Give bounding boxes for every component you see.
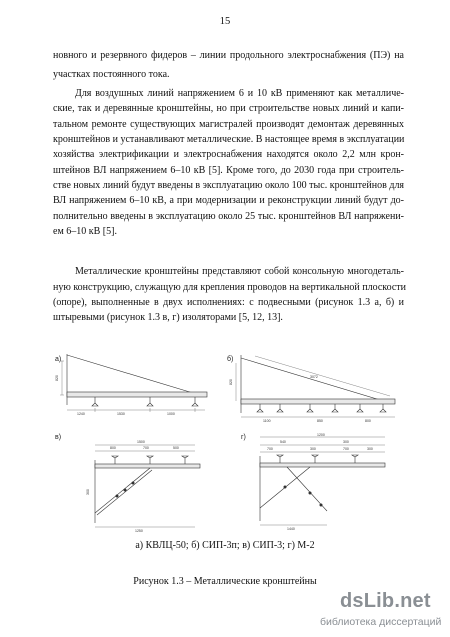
dim-a-3: 1000	[167, 412, 175, 416]
text-line: хозяйства электрификации и электроснабжения находятся около 2,2 млн крон-	[53, 149, 404, 160]
drawing-g	[241, 433, 385, 531]
text-line: кронштейнов и устанавливают металлические. В настоящее время в эксплуатации	[53, 134, 405, 145]
drawing-b	[227, 355, 395, 423]
dim-v-3: 500	[173, 446, 179, 450]
text-line: тальном ремонте существующих магистралей производят демонтаж деревянных	[53, 119, 404, 130]
dim-g-2: 300	[343, 440, 349, 444]
text-line: полнительно введены в эксплуатацию около 25 тыс. кронштейнов ВЛ напряжени-	[53, 211, 404, 222]
text-line: ную конструкцию, служащую для крепления проводов на вертикальной плоскости	[53, 282, 407, 293]
text-line: ские, так и деревянные кронштейны, но при строительстве новых линий и капи-	[53, 103, 404, 114]
figure-caption: Рисунок 1.3 – Металлические кронштейны	[133, 576, 317, 587]
dim-a-height: 820	[55, 375, 59, 381]
text-line: Металлические кронштейны представляют собой консольную многодеталь-	[75, 266, 404, 277]
dim-v-height: 300	[86, 489, 90, 495]
watermark-logo: dsLib.net	[340, 590, 431, 612]
dim-g-5: 700	[343, 447, 349, 451]
dim-a-1: 1240	[77, 412, 85, 416]
text-line: новного и резервного фидеров – линии продольного электроснабжения (ПЭ) на	[53, 50, 404, 61]
sublabel-v: в)	[55, 434, 62, 441]
drawing-a	[55, 354, 207, 416]
drawing-v	[55, 434, 200, 532]
dim-g-1: 540	[280, 440, 286, 444]
dim-b-diagonal: 3072	[310, 375, 318, 379]
dim-v-2: 700	[143, 446, 149, 450]
dim-g-3: 700	[267, 447, 273, 451]
bracket-drawings-svg	[55, 353, 400, 532]
figure-subcaption: а) КВЛЦ-50; б) СИП-3п; в) СИП-3; г) М-2	[135, 540, 315, 551]
dim-b-2: 850	[317, 419, 323, 423]
bracket-drawings-figure	[55, 353, 400, 532]
dim-g-4: 300	[310, 447, 316, 451]
dim-v-total: 1500	[137, 440, 145, 444]
text-line: ем 6–10 кВ [5].	[53, 226, 117, 237]
bolt-icon	[309, 492, 312, 495]
dim-b-height: 820	[229, 379, 233, 385]
bolt-icon	[320, 504, 323, 507]
text-line: (опоре), выполненные в двух исполнениях: с подвесными (рисунок 1.3 а, б) и	[53, 297, 404, 308]
dim-b-1: 1100	[263, 419, 271, 423]
sublabel-b: б)	[227, 356, 234, 363]
dim-b-3: 800	[365, 419, 371, 423]
text-line: штейнов ВЛ напряжением 6–10 кВ [5]. Кроме того, до 2030 года при строитель-	[53, 165, 404, 176]
text-line: стве новых линий будут введены в эксплуатацию около 100 тыс. кронштейнов для	[53, 180, 405, 191]
dim-v-1: 800	[110, 446, 116, 450]
sublabel-g: г)	[241, 434, 246, 441]
text-line: Для воздушных линий напряжением 6 и 10 кВ применяют как металличе-	[75, 88, 404, 99]
dim-g-total: 1200	[317, 433, 325, 437]
dim-v-bottom: 1250	[135, 529, 143, 532]
dim-g-6: 300	[367, 447, 373, 451]
dim-g-bottom: 1440	[287, 527, 295, 531]
bolt-icon	[124, 489, 127, 492]
text-line: штыревыми (рисунок 1.3 в, г) изоляторами [5, 12, 13].	[53, 312, 283, 323]
text-line: участках постоянного тока.	[53, 69, 170, 80]
sublabel-a: а)	[55, 356, 62, 363]
dim-a-2: 1530	[117, 412, 125, 416]
bolt-icon	[116, 495, 119, 498]
bolt-icon	[132, 482, 135, 485]
watermark-subtitle: библиотека диссертаций	[320, 616, 442, 628]
page-number: 15	[219, 16, 231, 27]
bolt-icon	[284, 486, 287, 489]
text-line: ВЛ напряжением 6–10 кВ, а при модернизации и реконструкции линий будут до-	[53, 195, 404, 206]
watermark	[320, 590, 450, 635]
